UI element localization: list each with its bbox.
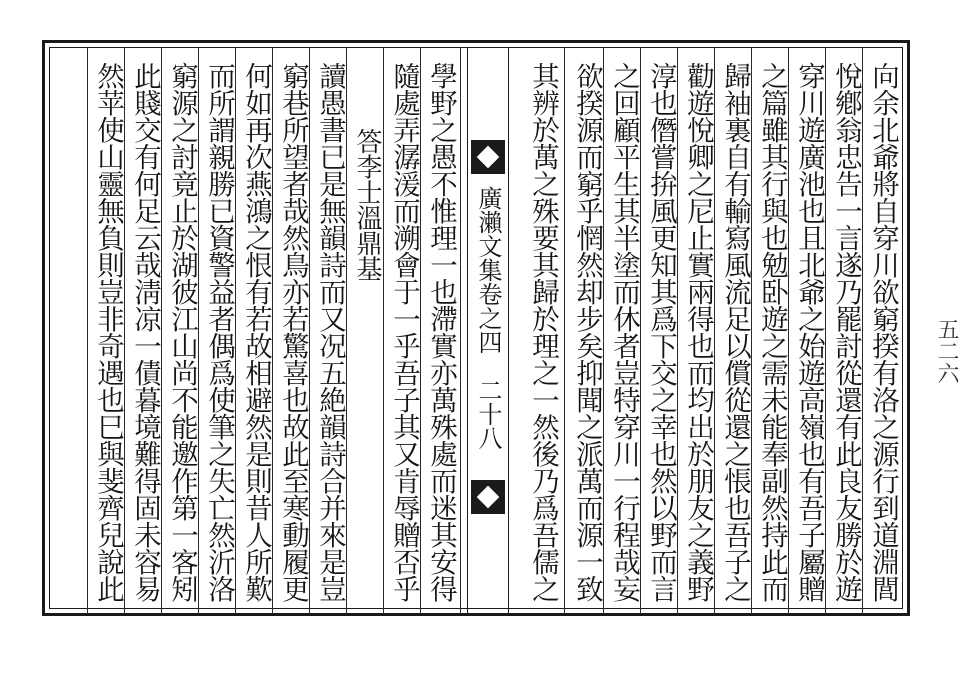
book-title: 廣瀨文集卷之四 xyxy=(474,186,502,354)
text-column: 欲揆源而窮乎惘然却步矣抑聞之派萬而源一致 xyxy=(571,62,603,602)
text-column: 之回顧平生其半塗而休者豈特穿川一行程哉妄 xyxy=(608,62,640,602)
column-rule xyxy=(751,48,752,614)
text-column: 歸袖裏自有輸寫風流足以償從還之悵也吾子之 xyxy=(719,62,751,602)
column-rule xyxy=(272,48,273,614)
text-column: 窮巷所望者哉然鳥亦若驚喜也故此至寒動履更 xyxy=(277,62,309,602)
column-rule xyxy=(788,48,789,614)
letter-heading: 答李士溫鼎基 xyxy=(352,128,382,281)
column-rule xyxy=(862,48,863,614)
column-rule xyxy=(460,48,461,614)
column-rule xyxy=(309,48,310,614)
column-rule xyxy=(235,48,236,614)
leaf-number: 二十八 xyxy=(474,378,502,450)
text-column: 隨處弄潺湲而溯會于一乎吾子其又肯辱贈否乎 xyxy=(388,62,420,602)
text-column: 向余北爺將自穿川欲窮揆有洛之源行到道淵閭 xyxy=(867,62,899,602)
text-block xyxy=(49,47,903,609)
text-column: 讀愚書已是無韻詩而又况五絶韻詩合并來是豈 xyxy=(314,62,346,602)
text-column: 淳也僭嘗拚風更知其爲下交之幸也然以野而言 xyxy=(645,62,677,602)
fish-tail-ornament-top xyxy=(471,140,505,174)
column-rule xyxy=(677,48,678,614)
text-column: 其辨於萬之殊要其歸於理之一然後乃爲吾儒之 xyxy=(527,62,559,602)
text-column: 悅鄕翁忠告一言遂乃罷討從還有此良友勝於遊 xyxy=(830,62,862,602)
text-column: 此賤交有何足云哉淸凉一債暮境難得固未容易 xyxy=(129,62,161,602)
text-column: 學野之愚不惟理一也滯實亦萬殊處而迷其安得 xyxy=(425,62,457,602)
column-rule xyxy=(640,48,641,614)
column-rule xyxy=(383,48,384,614)
column-rule xyxy=(420,48,421,614)
page-number: 五二六 xyxy=(934,318,959,384)
center-fold xyxy=(467,48,509,614)
text-column: 穿川遊廣池也且北爺之始遊高嶺也有吾子屬贈 xyxy=(793,62,825,602)
text-column: 窮源之討竟止於湖彼江山尚不能邀作第一客矧 xyxy=(166,62,198,602)
column-rule xyxy=(124,48,125,614)
column-rule xyxy=(198,48,199,614)
text-column: 而所謂親勝已資警益者偶爲使筆之失亡然沂洛 xyxy=(203,62,235,602)
column-rule xyxy=(603,48,604,614)
column-rule xyxy=(346,48,347,614)
text-column: 何如再次燕鴻之恨有若故相避然是則昔人所歎 xyxy=(240,62,272,602)
page-frame xyxy=(42,40,910,616)
column-rule xyxy=(161,48,162,614)
text-column: 勸遊悅卿之尼止實兩得也而均出於朋友之義野 xyxy=(682,62,714,602)
text-column: 然苹使山靈無負則豈非奇遇也巳與斐齊兒說此 xyxy=(92,62,124,602)
column-rule xyxy=(564,48,565,614)
column-rule xyxy=(87,48,88,614)
book-title-and-leaf xyxy=(470,186,506,476)
fish-tail-ornament-bottom xyxy=(471,480,505,514)
text-column: 之篇雖其行與也勉卧遊之需未能奉副然持此而 xyxy=(756,62,788,602)
column-rule xyxy=(825,48,826,614)
column-rule xyxy=(714,48,715,614)
